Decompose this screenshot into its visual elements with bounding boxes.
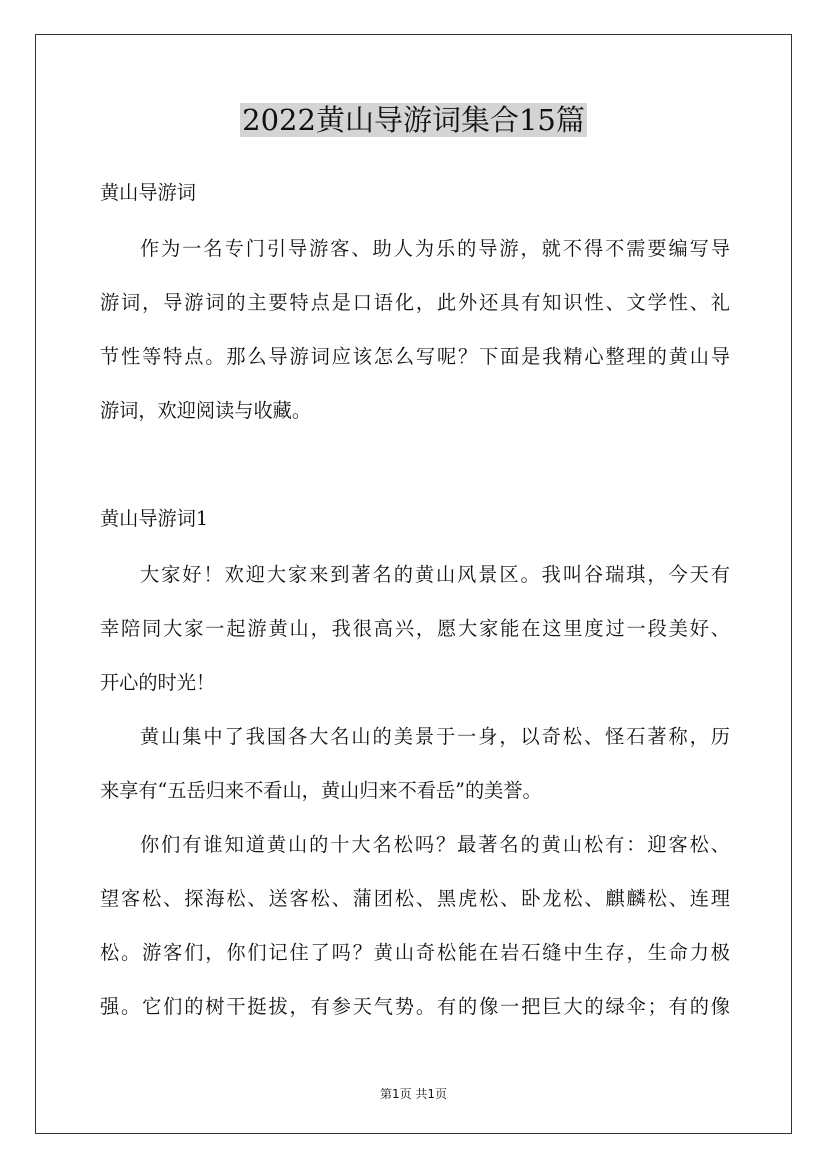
paragraph-line: 黄山集中了我国各大名山的美景于一身，以奇松、怪石著称，历 [140,725,730,748]
paragraph-line: 大家好！欢迎大家来到著名的黄山风景区。我叫谷瑞琪，今天有 [140,563,730,586]
section-heading: 黄山导游词1 [100,507,209,530]
paragraph-line: 望客松、探海松、送客松、蒲团松、黑虎松、卧龙松、麒麟松、连理 [100,887,730,910]
paragraph-line: 你们有谁知道黄山的十大名松吗？最著名的黄山松有：迎客松、 [140,833,730,856]
document-title [0,100,827,140]
intro-line: 作为一名专门引导游客、助人为乐的导游，就不得不需要编写导 [140,237,730,260]
paragraph-line: 强。它们的树干挺拔，有参天气势。有的像一把巨大的绿伞；有的像 [100,995,730,1018]
intro-line: 游词，欢迎阅读与收藏。 [100,399,312,422]
intro-line: 节性等特点。那么导游词应该怎么写呢？下面是我精心整理的黄山导 [100,345,730,368]
page-footer: 第1页 共1页 [379,1087,448,1101]
paragraph-line: 幸陪同大家一起游黄山，我很高兴，愿大家能在这里度过一段美好、 [100,617,730,640]
paragraph-line: 松。游客们，你们记住了吗？黄山奇松能在岩石缝中生存，生命力极 [100,941,730,964]
paragraph-line: 来享有“五岳归来不看山，黄山归来不看岳”的美誉。 [100,779,542,802]
intro-line: 游词，导游词的主要特点是口语化，此外还具有知识性、文学性、礼 [100,291,730,314]
intro-heading: 黄山导游词 [100,181,196,204]
title-text: 2022黄山导游词集合15篇 [242,103,585,137]
paragraph-line: 开心的时光！ [100,671,216,694]
